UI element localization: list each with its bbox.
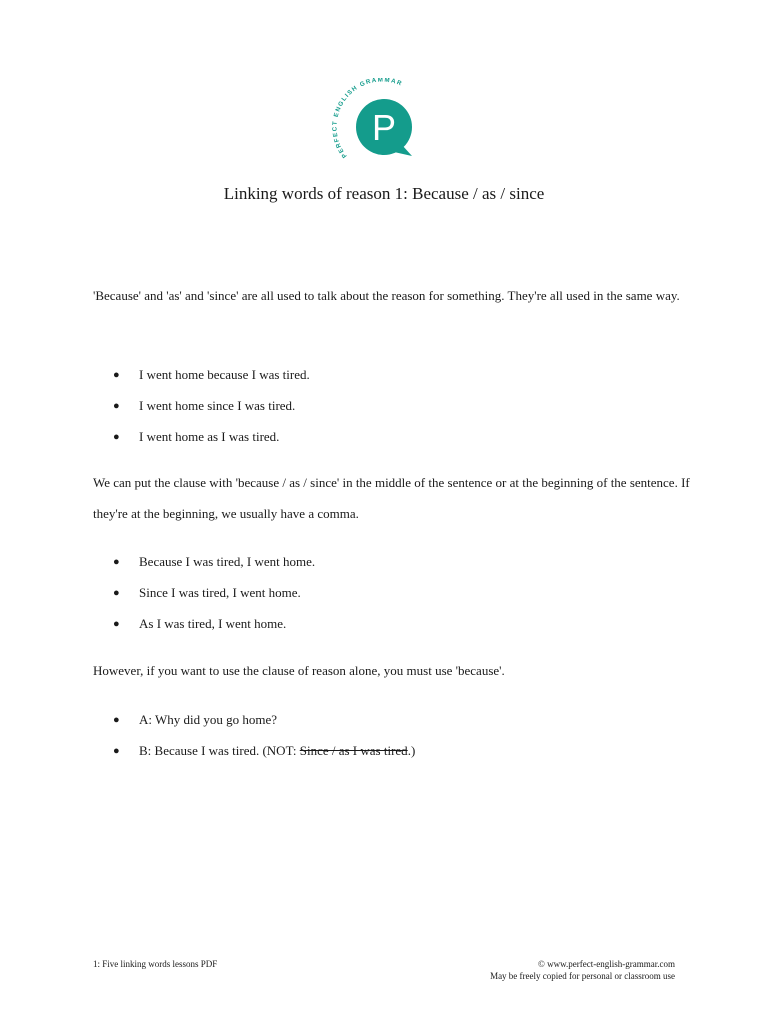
list-item [113, 708, 415, 739]
footer-copyright: © www.perfect-english-grammar.com [538, 959, 675, 969]
bullet: ● [113, 369, 120, 381]
intro-paragraph: 'Because' and 'as' and 'since' are all used to talk about the reason for something. They're all used in the same way. [93, 288, 680, 303]
example-list-3 [113, 708, 415, 770]
list-item [113, 550, 315, 581]
list-item-text-suffix: .) [407, 743, 416, 758]
list-item [113, 425, 310, 456]
list-item-text: Because I was tired, I went home. [139, 554, 316, 569]
list-item-text: I went home because I was tired. [139, 367, 310, 382]
logo-ring-text: PERFECT ENGLISH GRAMMAR [331, 78, 404, 160]
example-list-2 [113, 550, 315, 643]
list-item-text: A: Why did you go home? [139, 712, 278, 727]
list-item-text-prefix: B: Because I was tired. (NOT: [139, 743, 300, 758]
list-item-text: As I was tired, I went home. [139, 616, 287, 631]
comma-rule-paragraph: We can put the clause with 'because / as / since' in the middle of the sentence or at the beginning of the sentence. If they're at the beginning, we usually have a comma. [93, 475, 690, 521]
list-item [113, 739, 415, 770]
list-item [113, 394, 310, 425]
list-item [113, 612, 315, 643]
bullet: ● [113, 587, 120, 599]
bullet: ● [113, 618, 120, 630]
list-item [113, 581, 315, 612]
bullet: ● [113, 431, 120, 443]
list-item-text: I went home as I was tired. [139, 429, 280, 444]
struck-text: Since / as I was tired [299, 743, 408, 758]
list-item-text: Since I was tired, I went home. [139, 585, 301, 600]
bullet: ● [113, 745, 120, 757]
page-title: Linking words of reason 1: Because / as / since [223, 184, 545, 203]
bullet: ● [113, 400, 120, 412]
footer-right [490, 958, 675, 982]
list-item-text: I went home since I was tired. [139, 398, 296, 413]
footer-usage-note: May be freely copied for personal or classroom use [490, 971, 675, 981]
logo-letter: P [371, 107, 397, 148]
list-item [113, 363, 310, 394]
because-alone-paragraph: However, if you want to use the clause of reason alone, you must use 'because'. [93, 663, 505, 678]
bullet: ● [113, 556, 120, 568]
footer-left: 1: Five linking words lessons PDF [93, 959, 218, 969]
example-list-1 [113, 363, 310, 456]
bullet: ● [113, 714, 120, 726]
perfect-english-grammar-logo [322, 78, 446, 168]
